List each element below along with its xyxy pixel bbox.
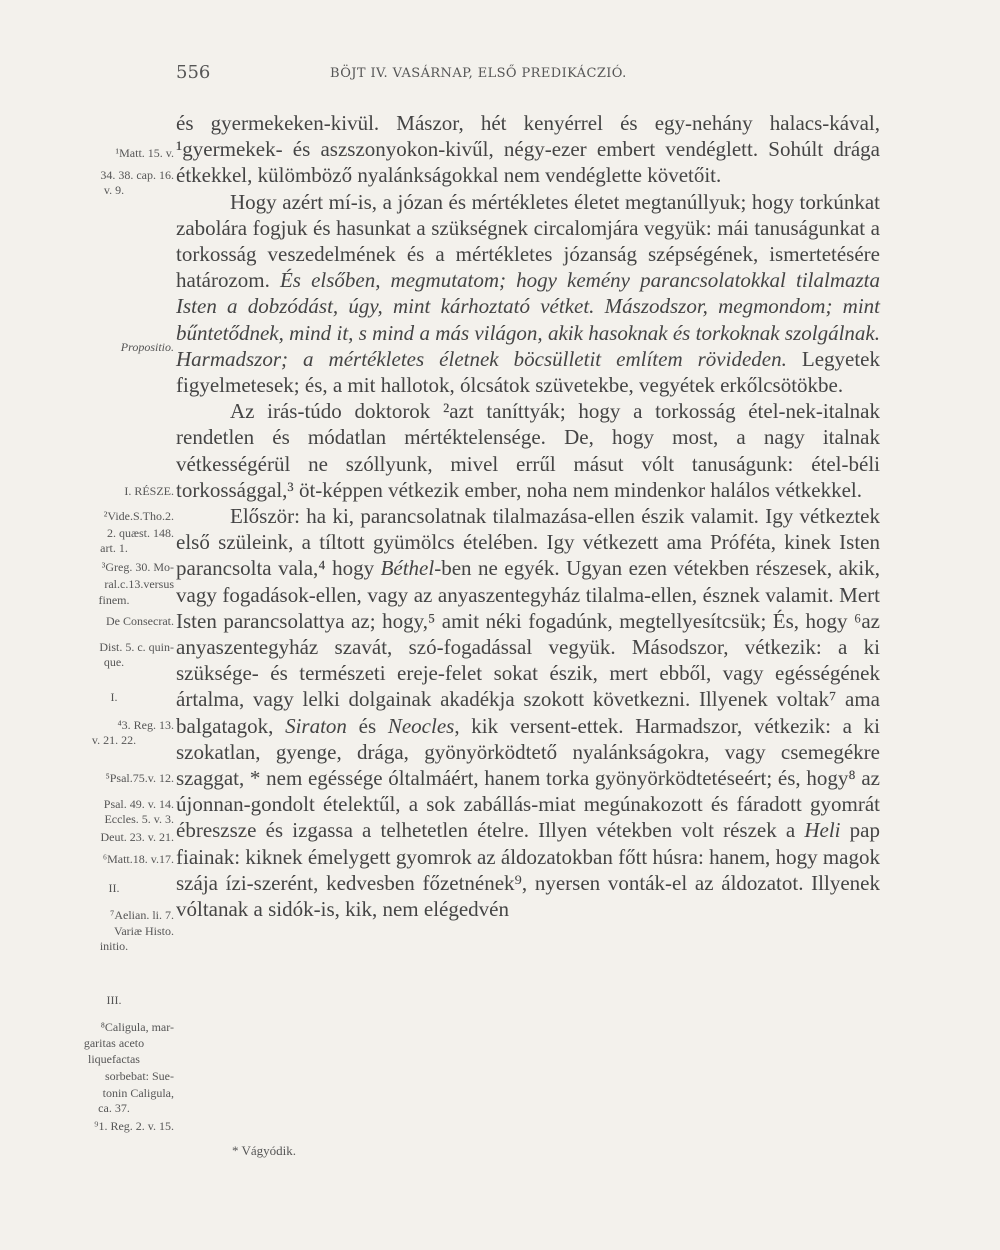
margin-note: ⁸Caligula, mar- [100,1020,174,1034]
text-span: -ben ne egyék. Ugyan ezen vétekben részesek, akik, vagy fogadások-ellen, vagy az anyaszentegyház tilalma-ellen, észnek valamit. Mert Isten parancsolattya az; hogy,⁵ amit néki fogadúnk, megtellyesítcsük; És, hogy ⁶az anyaszentegyház szavát, szó-fogadással vegyük. Másodszor, vétkezik: a ki szüksége- és természeti ereje-felet sokat észik, mert ebből, vagy egésségének ártalma, vagy lelki dolgainak akadékja szokott következni. Illyenek voltak⁷ ama balgatagok, [176,556,880,738]
running-head: BÖJT IV. VASÁRNAP, ELSŐ PREDIKÁCZIÓ. [330,66,627,81]
margin-note-section-heading: I. RÉSZE. [124,484,174,498]
main-text [176,110,880,922]
margin-note-propositio: Propositio. [120,340,174,354]
text-span: Először: ha ki, parancsolatnak tilalmazása-ellen észik valamit. Igy vétkeztek első szüleink, a tíltott gyümölcs ételében. Igy vétkezett ama Próféta, kinek Isten parancsolta vala,⁴ hogy [176,504,880,581]
margin-note: Psal. 49. v. 14. [103,797,174,811]
margin-note: Variæ Histo. [114,924,174,938]
margin-note: ca. 37. [98,1101,130,1115]
margin-note: ⁴3. Reg. 13. [117,718,174,732]
page-number: 556 [176,62,211,83]
text-span: Legyetek figyelmetesek; és, a mit hallotok, ólcsátok szüvetekbe, vegyétek erkőlcsötökbe. [176,346,880,398]
paragraph: és gyermekeken-kivül. Mászor, hét kenyérrel és egy-nehány halacs-kával, ¹gyermekek- és aszszonyokon-kivűl, négy-ezer embert vendéglett. Sohúlt drága étkekkel, külömböző nyalánkságokkal nem vendéglette követőit. [176,111,880,188]
margin-note: ²Vide.S.Tho.2. [103,509,174,523]
margin-note: sorbebat: Sue- [105,1069,174,1083]
margin-note: que. [103,655,125,669]
margin-note: initio. [99,939,129,953]
margin-note: ral.c.13.versus [104,577,174,591]
margin-note: garitas aceto [83,1036,145,1050]
margin-note: v. 21. 22. [91,733,137,747]
text-span: pap fiainak: kiknek émelygett gyomrok az áldozatokban főtt húsra: hanem, hogy magok szája ízi-szerént, kedvesben főzetnének⁹, nyersen vonták-el az áldozatot. Illyenek vóltanak a sidók-is, kik, nem elégedvén [176,818,880,922]
text-span: és [346,713,388,738]
margin-note: ⁷Aelian. li. 7. [110,908,174,922]
paragraph-propositio [176,189,880,399]
margin-note: ⁹1. Reg. 2. v. 15. [94,1119,174,1133]
italic-span: És elsőben, megmutatom; hogy kemény parancsolatokkal tilalmazta Isten a dobzódást, úgy, mint kárhoztató vétket. Mászodszor, megmondom; mint bűntetődnek, mind it, s mind a más világon, akik hasoknak és torkoknak szolgálnak. Harmadszor; a mértékletes életnek böcsülletit említem rövideden. [176,268,880,371]
margin-note: tonin Caligula, [102,1086,174,1100]
paragraph [176,503,880,922]
margin-note-numeral: II. [108,881,120,895]
margin-note-numeral: I. [110,690,118,704]
text-span: , kik versent-ettek. Harmadszor, vétkezik: a ki szokatlan, gyenge, drága, gyönyörködtető nyalánkságokra, vagy csemegékre szaggat, * nem egéssége óltalmáért, hanem torka gyönyörködtetéseért; és, hogy⁸ az újonnan-gondolt ételektűl, a sok zabállás-miat megúnakozott és fáradott gyomrát ébreszsze és izgassa a telhetetlen ételre. Illyen vétekben volt részek a [176,713,880,843]
paragraph: Az irás-túdo doktorok ²azt taníttyák; hogy a torkosság étel-nek-italnak rendetlen és módatlan mértéktelensége. De, hogy most, a nagy italnak vétkességérül ne szóllyunk, mivel errűl másut vólt tanuságunk: étel-béli torkossággal,³ öt-képpen vétkezik ember, noha nem mindenkor halálos vétkekkel. [176,399,880,502]
italic-span: Neocles [387,713,455,738]
margin-note: ¹Matt. 15. v. [115,146,174,160]
margin-note: liquefactas [88,1052,140,1066]
margin-note: ⁶Matt.18. v.17. [102,852,174,866]
margin-note: ³Greg. 30. Mo- [101,560,174,574]
margin-note-numeral: III. [106,993,122,1007]
margin-note: art. 1. [100,541,128,555]
margin-note: Deut. 23. v. 21. [100,830,174,844]
margin-note: 34. 38. cap. 16. [100,168,174,182]
italic-span: Béthel [380,556,435,581]
text-span: Hogy azért mí-is, a józan és mértékletes életet megtanúllyuk; hogy torkúnkat zabolára fogjuk és hasunkat a szükségnek circalomjára vegyük: mái tanuságunkat a torkosság veszedelmének és a mértékletes józanság szépségének, ismertetésére határozom. [176,189,880,293]
margin-note: finem. [98,593,130,607]
margin-note: De Consecrat. [106,614,174,628]
margin-note: v. 9. [103,183,125,197]
italic-span: Siraton [285,713,347,738]
margin-note: ⁵Psal.75.v. 12. [105,771,174,785]
margin-note: Dist. 5. c. quin- [99,640,174,654]
footnote: * Vágyódik. [232,1143,297,1158]
page-header [0,62,1000,92]
italic-span: Heli [804,818,841,843]
margin-note: 2. quæst. 148. [106,526,174,540]
margin-note: Eccles. 5. v. 3. [104,812,174,826]
